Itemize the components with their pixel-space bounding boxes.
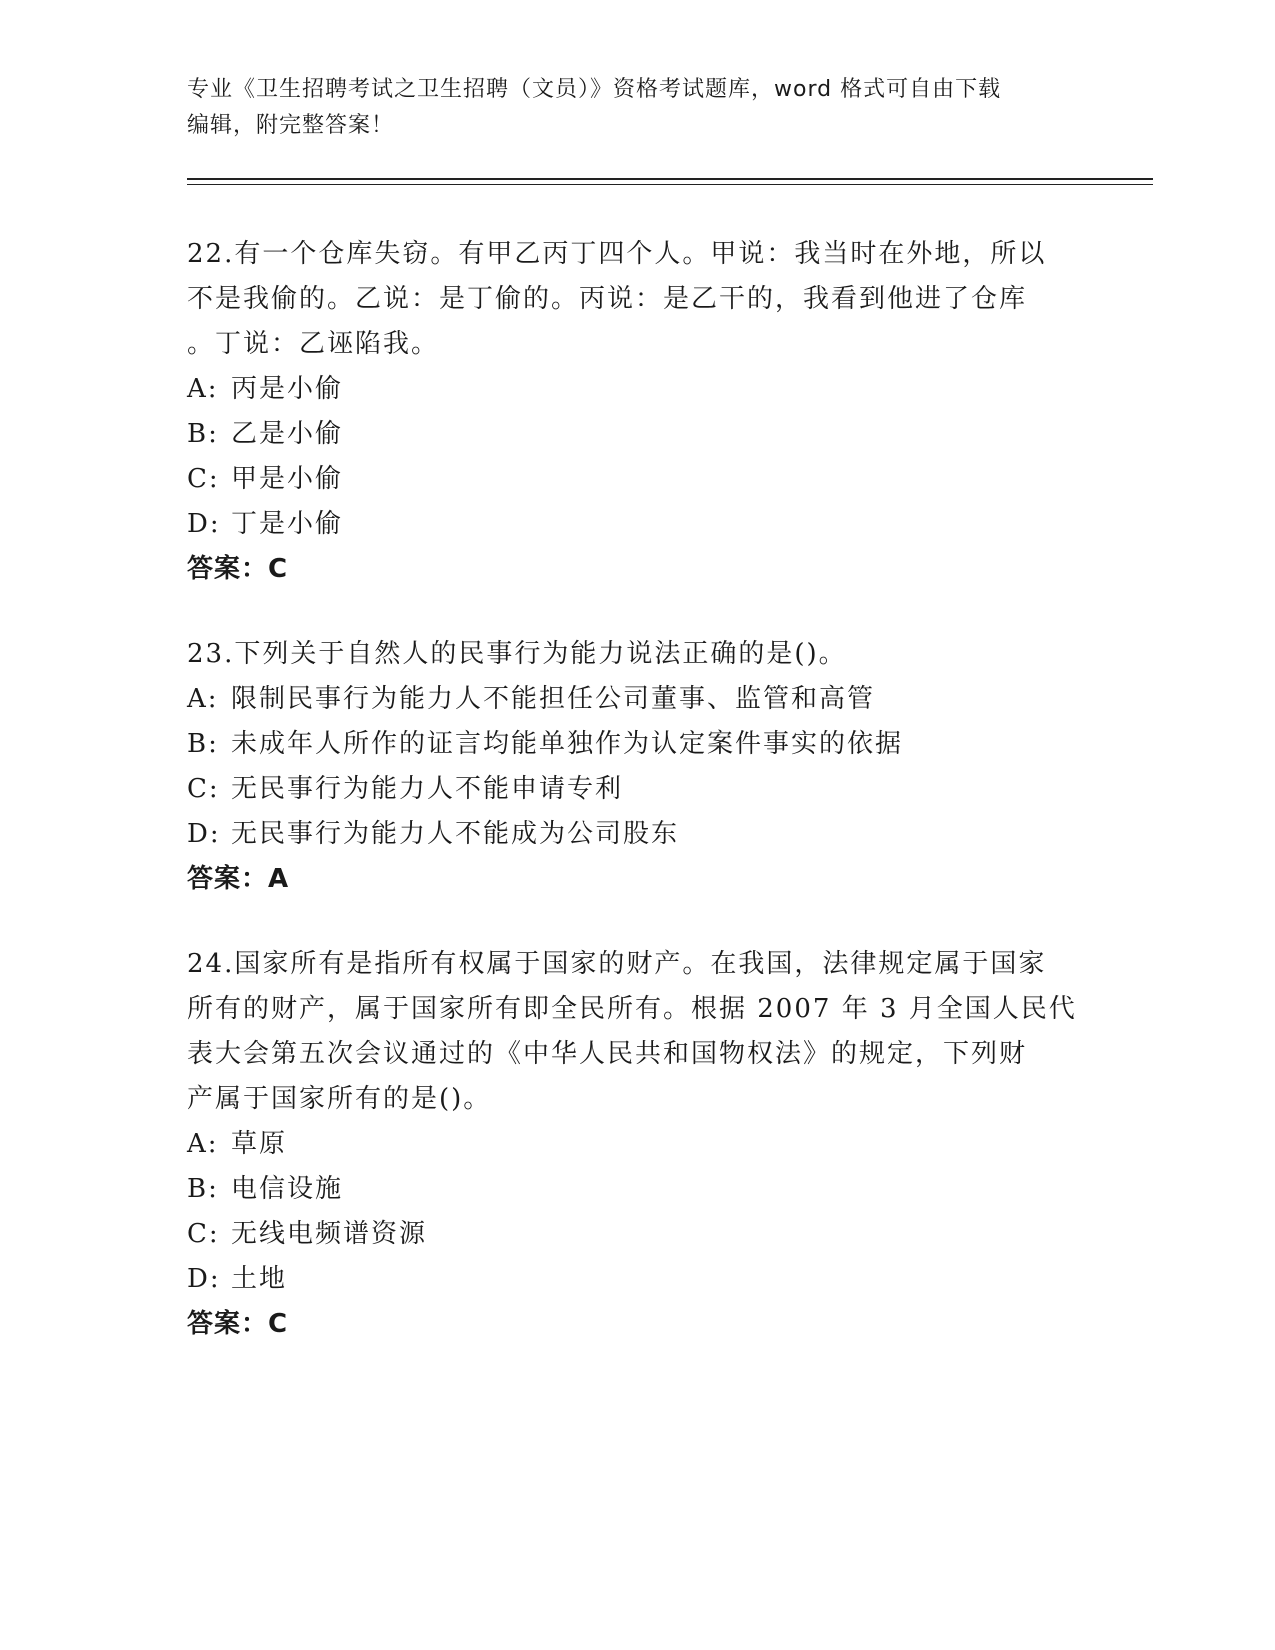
option-c — [187, 1212, 1087, 1257]
option-text: 丁是小偷 — [231, 509, 344, 539]
option-b — [187, 412, 1087, 457]
question-stem-line: 所有的财产，属于国家所有即全民所有。根据 2007 年 3 月全国人民代 — [187, 994, 1077, 1024]
option-key: B: — [187, 1174, 219, 1204]
answer-line: 答案：C — [187, 554, 289, 584]
option-text: 无民事行为能力人不能成为公司股东 — [231, 819, 680, 849]
option-a — [187, 1122, 1087, 1167]
option-text: 草原 — [231, 1129, 288, 1159]
option-text: 无线电频谱资源 — [231, 1219, 428, 1249]
option-key: B: — [187, 729, 219, 759]
option-text: 甲是小偷 — [231, 464, 344, 494]
option-text: 丙是小偷 — [231, 374, 344, 404]
option-key: A: — [187, 374, 219, 404]
question-stem-line: 24.国家所有是指所有权属于国家的财产。在我国，法律规定属于国家 — [187, 949, 1047, 979]
option-c — [187, 457, 1087, 502]
question-stem-line: 。丁说：乙诬陷我。 — [187, 329, 440, 359]
option-b — [187, 1167, 1087, 1212]
option-text: 土地 — [231, 1264, 288, 1294]
option-key: A: — [187, 1129, 219, 1159]
document-header — [187, 72, 1087, 144]
option-key: C: — [187, 464, 220, 494]
question-stem-line: 产属于国家所有的是()。 — [187, 1084, 492, 1114]
question-stem-line: 23.下列关于自然人的民事行为能力说法正确的是()。 — [187, 639, 847, 669]
option-key: D: — [187, 819, 221, 849]
question-stem-line: 不是我偷的。乙说：是丁偷的。丙说：是乙干的，我看到他进了仓库 — [187, 284, 1028, 314]
option-b — [187, 722, 1087, 767]
option-text: 无民事行为能力人不能申请专利 — [231, 774, 624, 804]
question-24 — [187, 942, 1087, 1347]
question-stem-line: 22.有一个仓库失窃。有甲乙丙丁四个人。甲说：我当时在外地，所以 — [187, 239, 1047, 269]
option-text: 乙是小偷 — [231, 419, 344, 449]
option-text: 未成年人所作的证言均能单独作为认定案件事实的依据 — [231, 729, 904, 759]
option-key: B: — [187, 419, 219, 449]
option-key: D: — [187, 509, 221, 539]
question-list — [187, 232, 1087, 1387]
header-line-2: 编辑，附完整答案！ — [187, 113, 395, 138]
option-key: C: — [187, 1219, 220, 1249]
option-d — [187, 812, 1087, 857]
option-key: C: — [187, 774, 220, 804]
option-key: D: — [187, 1264, 221, 1294]
option-a — [187, 677, 1087, 722]
option-c — [187, 767, 1087, 812]
answer-line: 答案：A — [187, 864, 290, 894]
header-divider — [187, 178, 1153, 185]
option-key: A: — [187, 684, 219, 714]
question-23 — [187, 632, 1087, 902]
option-text: 限制民事行为能力人不能担任公司董事、监管和高管 — [231, 684, 876, 714]
question-stem-line: 表大会第五次会议通过的《中华人民共和国物权法》的规定，下列财 — [187, 1039, 1028, 1069]
question-22 — [187, 232, 1087, 592]
answer-line: 答案：C — [187, 1309, 289, 1339]
option-d — [187, 502, 1087, 547]
option-d — [187, 1257, 1087, 1302]
header-line-1: 专业《卫生招聘考试之卫生招聘（文员）》资格考试题库，word 格式可自由下载 — [187, 77, 1002, 102]
option-text: 电信设施 — [231, 1174, 344, 1204]
option-a — [187, 367, 1087, 412]
